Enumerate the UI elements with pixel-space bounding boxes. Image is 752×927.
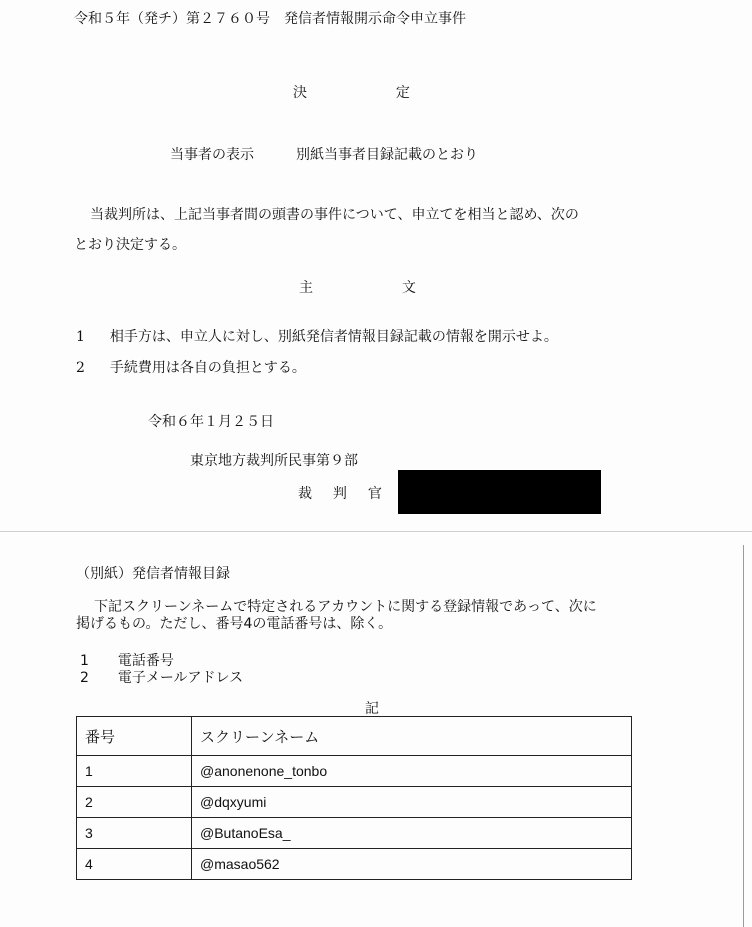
table-row (77, 787, 632, 818)
row-screen-name: @ButanoEsa_ (192, 818, 632, 849)
table-row (77, 756, 632, 787)
table-header-row (77, 717, 632, 756)
row-number: 4 (77, 849, 192, 880)
page-separator (0, 531, 752, 532)
decision-date: 令和６年１月２５日 (148, 414, 274, 430)
header-number: 番号 (77, 717, 192, 756)
attachment-intro-line-1: 下記スクリーンネームで特定されるアカウントに関する登録情報であって、次に (94, 599, 597, 615)
info-item-text: 電話番号 (117, 653, 174, 669)
row-number: 3 (77, 818, 192, 849)
preamble-line-2: とおり決定する。 (74, 237, 186, 253)
judge-label-char-3: 官 (367, 486, 382, 502)
order-item (76, 326, 558, 346)
main-text-heading (299, 277, 416, 297)
main-text-char-2: 文 (401, 280, 416, 296)
row-number: 1 (77, 756, 192, 787)
court-name: 東京地方裁判所民事第９部 (190, 453, 358, 469)
parties-value: 別紙当事者目録記載のとおり (296, 147, 478, 163)
row-number: 2 (77, 787, 192, 818)
order-item (76, 357, 306, 377)
judge-label-char-2: 判 (332, 486, 347, 502)
screen-name-table (76, 716, 632, 880)
header-screen-name: スクリーンネーム (192, 717, 632, 756)
info-item-number: 1 (80, 653, 89, 669)
case-number-line: 令和５年（発チ）第２７６０号 発信者情報開示命令申立事件 (74, 11, 466, 27)
table-row (77, 818, 632, 849)
row-screen-name: @masao562 (192, 849, 632, 880)
order-text: 相手方は、申立人に対し、別紙発信者情報目録記載の情報を開示せよ。 (109, 329, 558, 345)
attachment-heading: （別紙）発信者情報目録 (76, 566, 230, 582)
preamble-line-1: 当裁判所は、上記当事者間の頭書の事件について、申立てを相当と認め、次の (90, 207, 579, 223)
decision-title (293, 82, 410, 102)
order-text: 手続費用は各自の負担とする。 (109, 360, 306, 376)
ki-label: 記 (365, 701, 379, 717)
judge-label (298, 483, 382, 503)
scan-edge-line (743, 545, 744, 927)
parties-label: 当事者の表示 (170, 147, 254, 163)
info-item-number: 2 (80, 670, 89, 686)
decision-title-char-2: 定 (395, 85, 410, 101)
info-item-text: 電子メールアドレス (117, 670, 244, 686)
judge-name-redaction (398, 470, 601, 514)
info-item (80, 667, 243, 687)
row-screen-name: @anonenone_tonbo (192, 756, 632, 787)
row-screen-name: @dqxyumi (192, 787, 632, 818)
attachment-intro-line-2: 掲げるもの。ただし、番号4の電話番号は、除く。 (76, 616, 393, 632)
table-row (77, 849, 632, 880)
decision-title-char-1: 決 (293, 85, 307, 101)
order-number: 2 (76, 360, 85, 376)
main-text-char-1: 主 (299, 280, 313, 296)
order-number: 1 (76, 329, 85, 345)
judge-label-char-1: 裁 (298, 486, 312, 502)
